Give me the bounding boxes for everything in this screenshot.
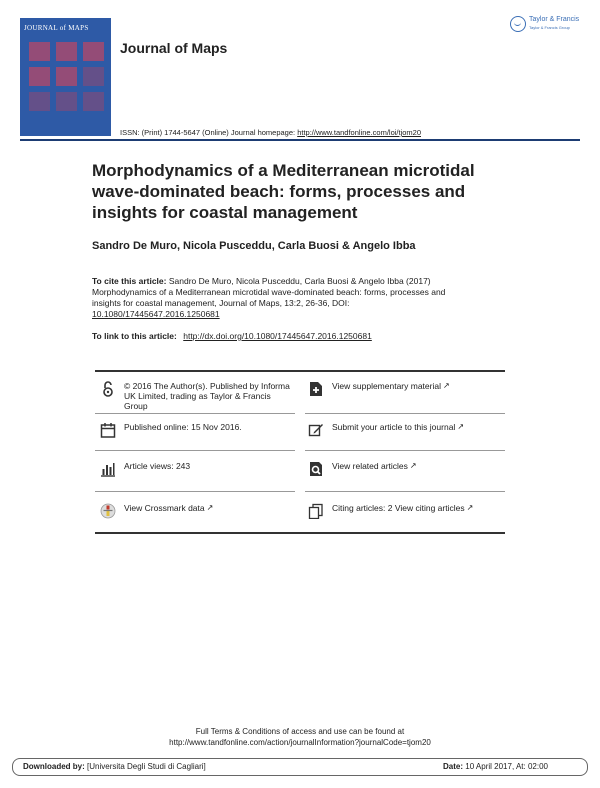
publisher-logo-text: Taylor & Francis <box>529 16 580 23</box>
supplementary-link[interactable]: View supplementary material <box>332 381 441 391</box>
journal-homepage-link[interactable]: http://www.tandfonline.com/loi/tjom20 <box>297 128 421 137</box>
published-date: Published online: 15 Nov 2016. <box>124 422 242 432</box>
row-divider <box>95 413 295 414</box>
header-divider <box>20 139 580 141</box>
related-search-icon <box>308 461 324 477</box>
crossmark-icon <box>100 503 116 519</box>
article-authors: Sandro De Muro, Nicola Pusceddu, Carla Buosi & Angelo Ibba <box>92 240 416 252</box>
journal-cover <box>20 18 111 136</box>
crossmark-cell[interactable] <box>100 503 295 519</box>
crossmark-link[interactable]: View Crossmark data <box>124 503 205 513</box>
row-divider <box>305 450 505 451</box>
article-link-label: To link to this article: <box>92 331 177 341</box>
external-link-icon: ↗ <box>409 461 417 470</box>
taylor-francis-logo-icon <box>510 16 526 32</box>
cover-title: JOURNAL of MAPS <box>24 24 89 32</box>
download-info-bar <box>12 758 588 776</box>
cover-artwork <box>29 42 104 111</box>
supplementary-cell[interactable] <box>308 381 503 397</box>
terms-url[interactable]: http://www.tandfonline.com/action/journalInformation?journalCode=tjom20 <box>169 738 431 747</box>
issn-text: ISSN: (Print) 1744-5647 (Online) Journal homepage: <box>120 128 296 137</box>
related-cell[interactable] <box>308 461 503 477</box>
publisher-logo-subtext: Taylor & Francis Group <box>529 25 570 30</box>
row-divider <box>305 413 505 414</box>
external-link-icon: ↗ <box>457 422 465 431</box>
external-link-icon: ↗ <box>442 381 450 390</box>
article-title: Morphodynamics of a Mediterranean microtidal wave-dominated beach: forms, processes and insights for coastal management <box>92 161 475 222</box>
license-text: © 2016 The Author(s). Published by Informa UK Limited, trading as Taylor & Francis Group <box>124 381 290 411</box>
article-link-line <box>92 331 372 341</box>
journal-name: Journal of Maps <box>120 40 228 56</box>
citation-doi-link[interactable]: 10.1080/17445647.2016.1250681 <box>92 309 220 319</box>
terms-note <box>0 726 600 748</box>
info-grid-top-rule <box>95 370 505 372</box>
bar-chart-icon <box>100 461 116 477</box>
views-cell <box>100 461 295 477</box>
supplementary-file-icon <box>308 381 324 397</box>
open-access-icon <box>100 381 116 397</box>
calendar-icon <box>100 422 116 438</box>
citing-articles-link[interactable]: Citing articles: 2 View citing articles <box>332 503 465 513</box>
article-views: Article views: 243 <box>124 461 191 471</box>
row-divider <box>95 491 295 492</box>
edit-pencil-icon <box>308 422 324 438</box>
citation-text: Sandro De Muro, Nicola Pusceddu, Carla Buosi & Angelo Ibba (2017) Morphodynamics of a Mediterranean microtidal wave-dominated beach: forms, processes and insights for coastal management, Journal of Maps, 13:2, 26-36, DOI: <box>92 276 446 308</box>
external-link-icon: ↗ <box>466 503 474 512</box>
article-doi-url-link[interactable]: http://dx.doi.org/10.1080/17445647.2016.1250681 <box>183 331 372 341</box>
downloaded-by-value: [Universita Degli Studi di Cagliari] <box>87 762 206 771</box>
row-divider <box>95 450 295 451</box>
citing-articles-icon <box>308 503 324 519</box>
row-divider <box>305 491 505 492</box>
citing-cell[interactable] <box>308 503 503 519</box>
issn-line <box>120 128 421 137</box>
submit-cell[interactable] <box>308 422 503 438</box>
download-date-label: Date: <box>443 762 464 771</box>
terms-line: Full Terms & Conditions of access and use can be found at <box>195 727 405 736</box>
info-grid-bottom-rule <box>95 532 505 534</box>
external-link-icon: ↗ <box>206 503 214 512</box>
published-cell <box>100 422 295 438</box>
download-date-value: 10 April 2017, At: 02:00 <box>465 762 548 771</box>
submit-article-link[interactable]: Submit your article to this journal <box>332 422 456 432</box>
downloaded-by-label: Downloaded by: <box>23 762 85 771</box>
citation-label: To cite this article: <box>92 276 167 286</box>
citation-block <box>92 276 472 320</box>
related-articles-link[interactable]: View related articles <box>332 461 408 471</box>
publisher-logo <box>510 16 579 32</box>
license-cell <box>100 381 295 411</box>
